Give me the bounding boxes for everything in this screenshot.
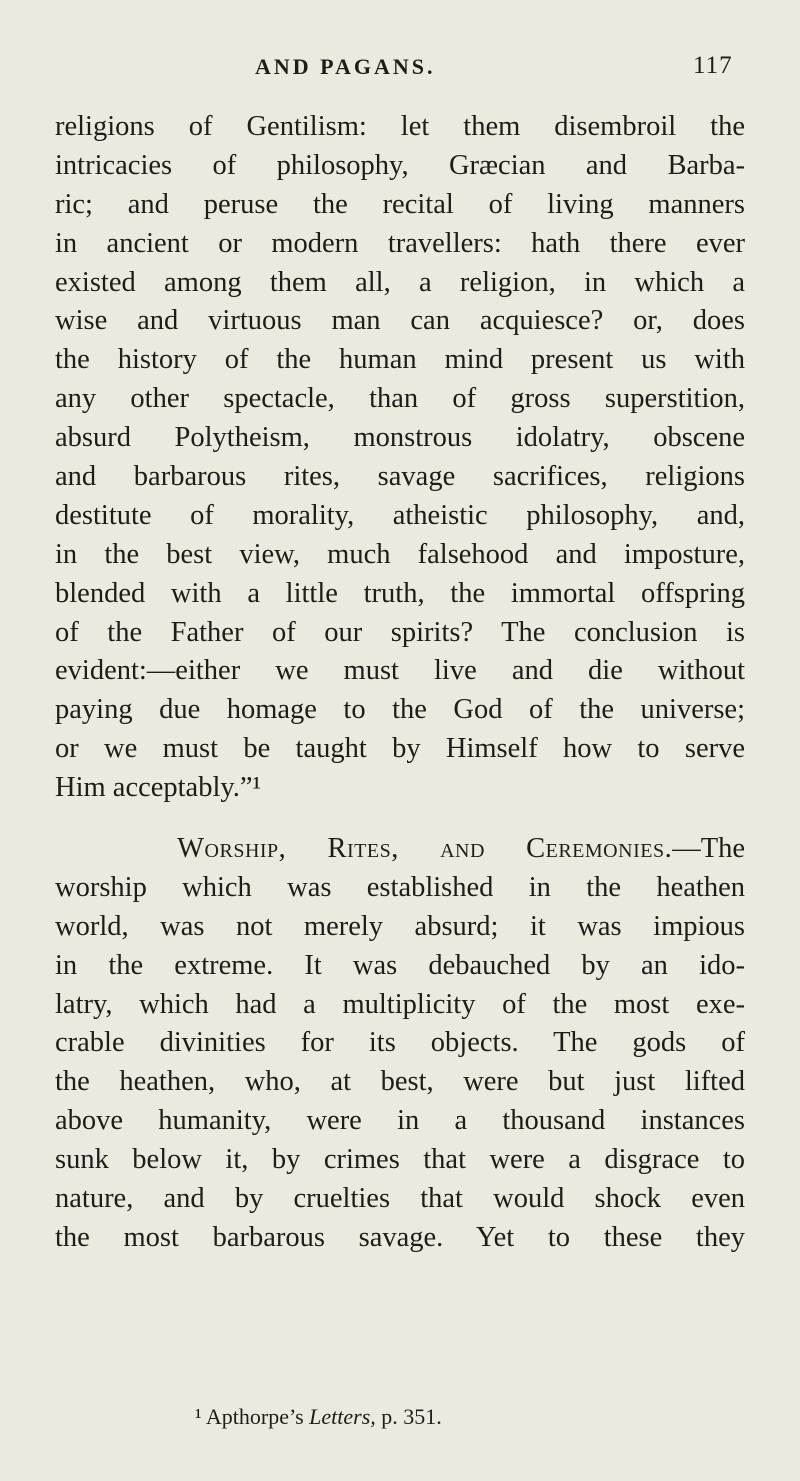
footnote-page: p. 351.	[381, 1404, 442, 1429]
text-line: in the extreme. It was debauched by an ido-	[55, 949, 745, 981]
footnote-author: Apthorpe’s	[205, 1404, 304, 1429]
footnote	[195, 1404, 442, 1430]
page-number: 117	[693, 52, 733, 79]
text-line: evident:—either we must live and die without	[55, 655, 745, 687]
running-head: AND PAGANS.	[255, 54, 436, 79]
section-heading-line	[55, 830, 745, 869]
text-line: destitute of morality, atheistic philosophy, and,	[55, 499, 745, 531]
section-heading: Worship, Rites, and Ceremonies.	[177, 833, 673, 865]
text-line: or we must be taught by Himself how to serve	[55, 733, 745, 765]
heading-line-rest: —The	[672, 833, 746, 865]
footnote-marker: ¹	[195, 1404, 202, 1429]
body-text	[55, 108, 745, 1258]
text-line: in the best view, much falsehood and imposture,	[55, 538, 745, 570]
text-line: existed among them all, a religion, in which a	[55, 266, 745, 298]
text-line: above humanity, were in a thousand instances	[55, 1105, 745, 1137]
text-line: the most barbarous savage. Yet to these they	[55, 1221, 745, 1253]
footnote-title: Letters,	[309, 1404, 376, 1429]
page-header	[0, 50, 800, 90]
text-line: any other spectacle, than of gross superstition,	[55, 383, 745, 415]
text-line: sunk below it, by crimes that were a disgrace to	[55, 1144, 745, 1176]
text-line: and barbarous rites, savage sacrifices, religions	[55, 461, 745, 493]
paragraph-gap	[55, 808, 745, 830]
text-line: in ancient or modern travellers: hath there ever	[55, 227, 745, 259]
paragraph-1	[55, 108, 745, 808]
text-line: the heathen, who, at best, were but just lifted	[55, 1066, 745, 1098]
text-line: crable divinities for its objects. The gods of	[55, 1027, 745, 1059]
text-line: of the Father of our spirits? The conclusion is	[55, 616, 745, 648]
text-line: ric; and peruse the recital of living manners	[55, 188, 745, 220]
text-line: wise and virtuous man can acquiesce? or, does	[55, 305, 745, 337]
text-line: latry, which had a multiplicity of the most exe-	[55, 988, 745, 1020]
text-line: Him acceptably.”¹	[55, 772, 262, 804]
text-line: religions of Gentilism: let them disembroil the	[55, 111, 745, 142]
text-line: blended with a little truth, the immortal offspring	[55, 577, 745, 609]
text-line: world, was not merely absurd; it was impious	[55, 910, 745, 942]
paragraph-2	[55, 830, 745, 1258]
text-line: nature, and by cruelties that would shock even	[55, 1183, 745, 1215]
text-line: paying due homage to the God of the universe;	[55, 694, 745, 726]
text-line: worship which was established in the heathen	[55, 871, 745, 903]
text-line: intricacies of philosophy, Græcian and Barba-	[55, 149, 745, 181]
text-line: absurd Polytheism, monstrous idolatry, obscene	[55, 422, 745, 454]
text-line: the history of the human mind present us with	[55, 344, 745, 376]
